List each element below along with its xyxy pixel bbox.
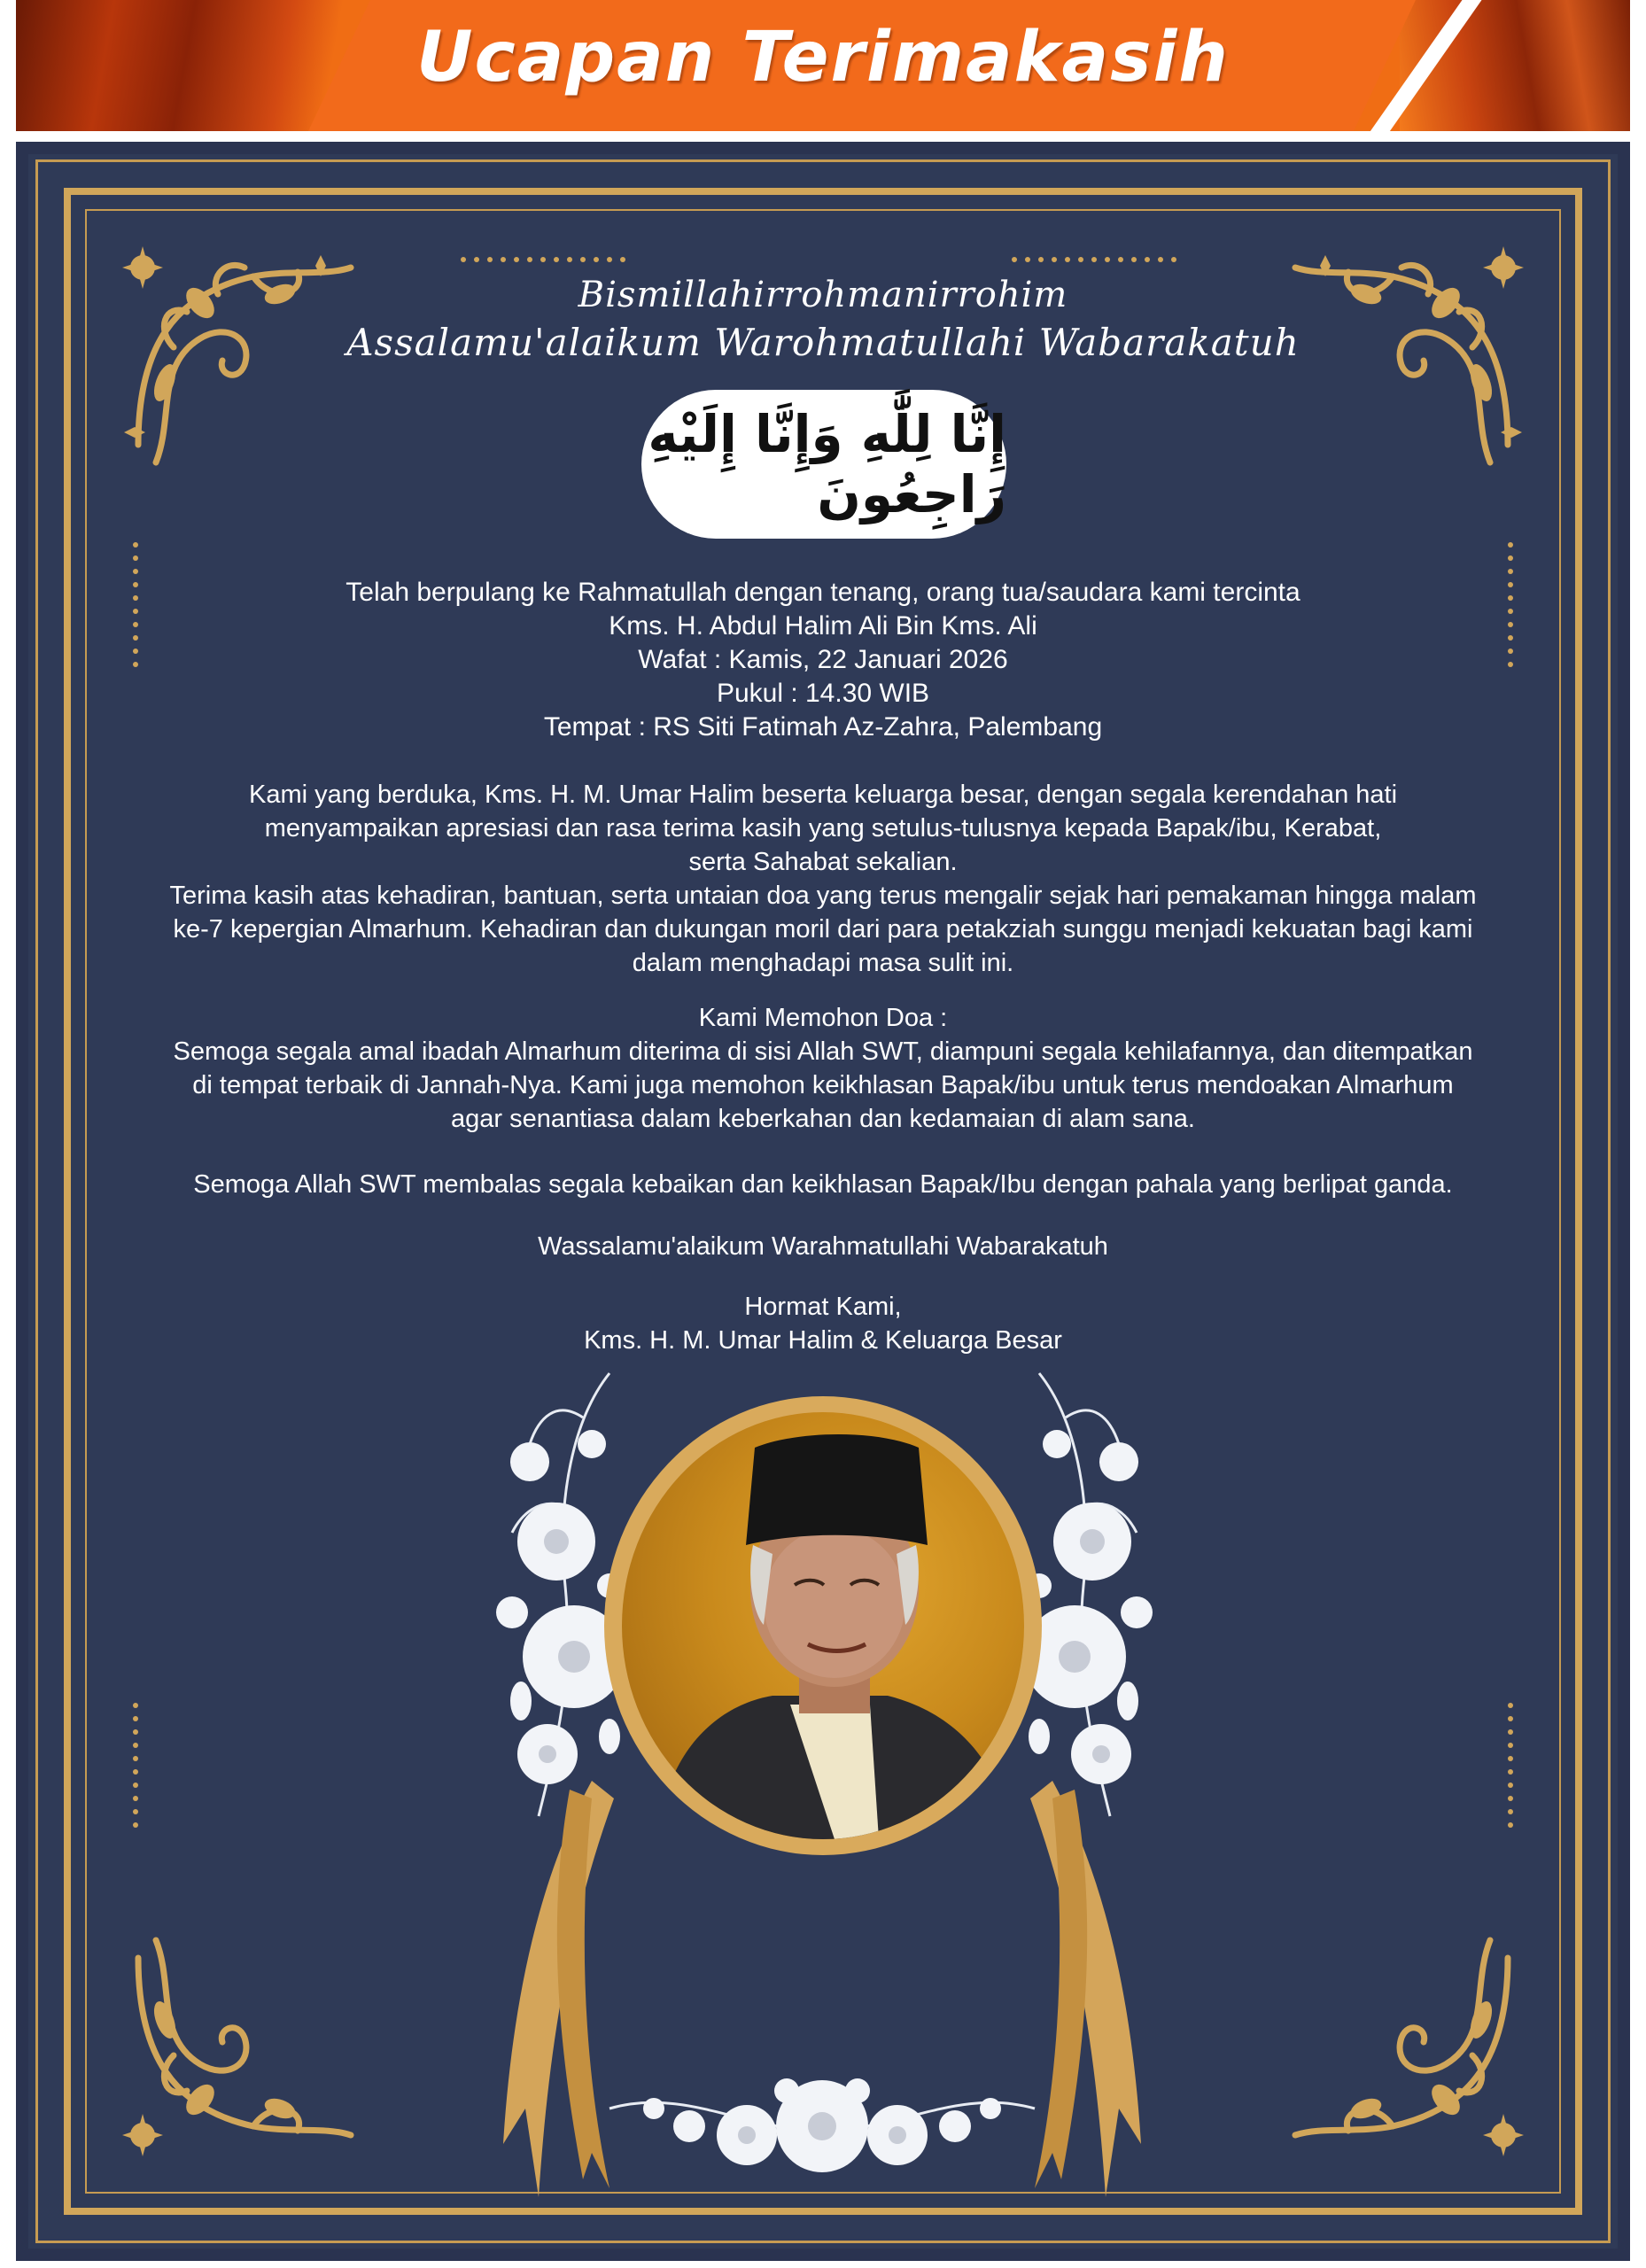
closing-salam: Wassalamu'alaikum Warahmatullahi Wabarakatuh [538,1232,1108,1261]
dotted-line-top-right [1010,255,1187,264]
doa-line: agar senantiasa dalam keberkahan dan kedamaian di alam sana. [451,1105,1195,1133]
header-banner [16,0,1630,131]
bismillah-line: Bismillahirrohmanirrohim [578,275,1068,315]
dotted-line-right-lower [1506,1701,1515,1834]
doa-line: Semoga segala amal ibadah Almarhum diterima di sisi Allah SWT, diampuni segala kehilafannya, dan ditempatkan [173,1037,1473,1066]
thanks-line: Kami yang berduka, Kms. H. M. Umar Halim beserta keluarga besar, dengan segala kerendahan hati [248,781,1398,809]
signature-block [158,1290,1488,1357]
death-place: Tempat : RS Siti Fatimah Az-Zahra, Palembang [543,712,1103,742]
calligraphy-text: إِنَّا لِلَّٰهِ وَإِنَّا إِلَيْهِ رَاجِعُونَ [648,404,1006,524]
thanks-line: ke-7 kepergian Almarhum. Kehadiran dan dukungan moril dari para petakziah sunggu menjadi kekuatan bagi kami [173,915,1473,944]
signer-name: Kms. H. M. Umar Halim & Keluarga Besar [584,1326,1062,1355]
hormat-label: Hormat Kami, [744,1293,902,1321]
closing-prayer: Semoga Allah SWT membalas segala kebaikan dan keikhlasan Bapak/Ibu dengan pahala yang berlipat ganda. [193,1170,1453,1199]
thanks-block [158,778,1488,980]
portrait-photo [622,1412,1024,1839]
thanks-line: dalam menghadapi masa sulit ini. [632,949,1014,977]
flower-cluster-bottom [601,2055,1044,2188]
salam-opening-line: Assalamu'alaikum Warohmatullahi Wabarakatuh [346,321,1300,364]
dotted-line-left-lower [131,1701,140,1834]
ribbon-right [1026,1772,1159,2215]
calligraphy-badge [641,390,1006,539]
thanks-line: serta Sahabat sekalian. [688,848,958,876]
doa-block [158,1001,1488,1136]
corner-ornament-bottom-left [120,1914,369,2162]
thanks-line: Terima kasih atas kehadiran, bantuan, serta untaian doa yang terus mengalir sejak hari pemakaman hingga malam [169,882,1477,910]
deceased-name: Kms. H. Abdul Halim Ali Bin Kms. Ali [609,611,1037,641]
doa-heading: Kami Memohon Doa : [698,1004,948,1032]
death-date: Wafat : Kamis, 22 Januari 2026 [638,645,1008,674]
dotted-line-right [1506,540,1515,673]
doa-line: di tempat terbaik di Jannah-Nya. Kami juga memohon keikhlasan Bapak/ibu untuk terus mendoakan Almarhum [192,1071,1454,1099]
announcement-card [16,142,1630,2261]
banner-title: Ucapan Terimakasih [416,18,1230,97]
dotted-line-left [131,540,140,673]
portrait-figure [622,1412,1024,1839]
death-time: Pukul : 14.30 WIB [716,679,930,708]
ribbon-left [485,1772,618,2215]
corner-ornament-bottom-right [1277,1914,1526,2162]
dotted-line-top-left [459,255,636,264]
thanks-line: menyampaikan apresiasi dan rasa terima kasih yang setulus-tulusnya kepada Bapak/ibu, Kerabat, [264,814,1382,843]
announcement-intro: Telah berpulang ke Rahmatullah dengan tenang, orang tua/saudara kami tercinta [346,578,1300,607]
announcement-block [158,576,1488,744]
